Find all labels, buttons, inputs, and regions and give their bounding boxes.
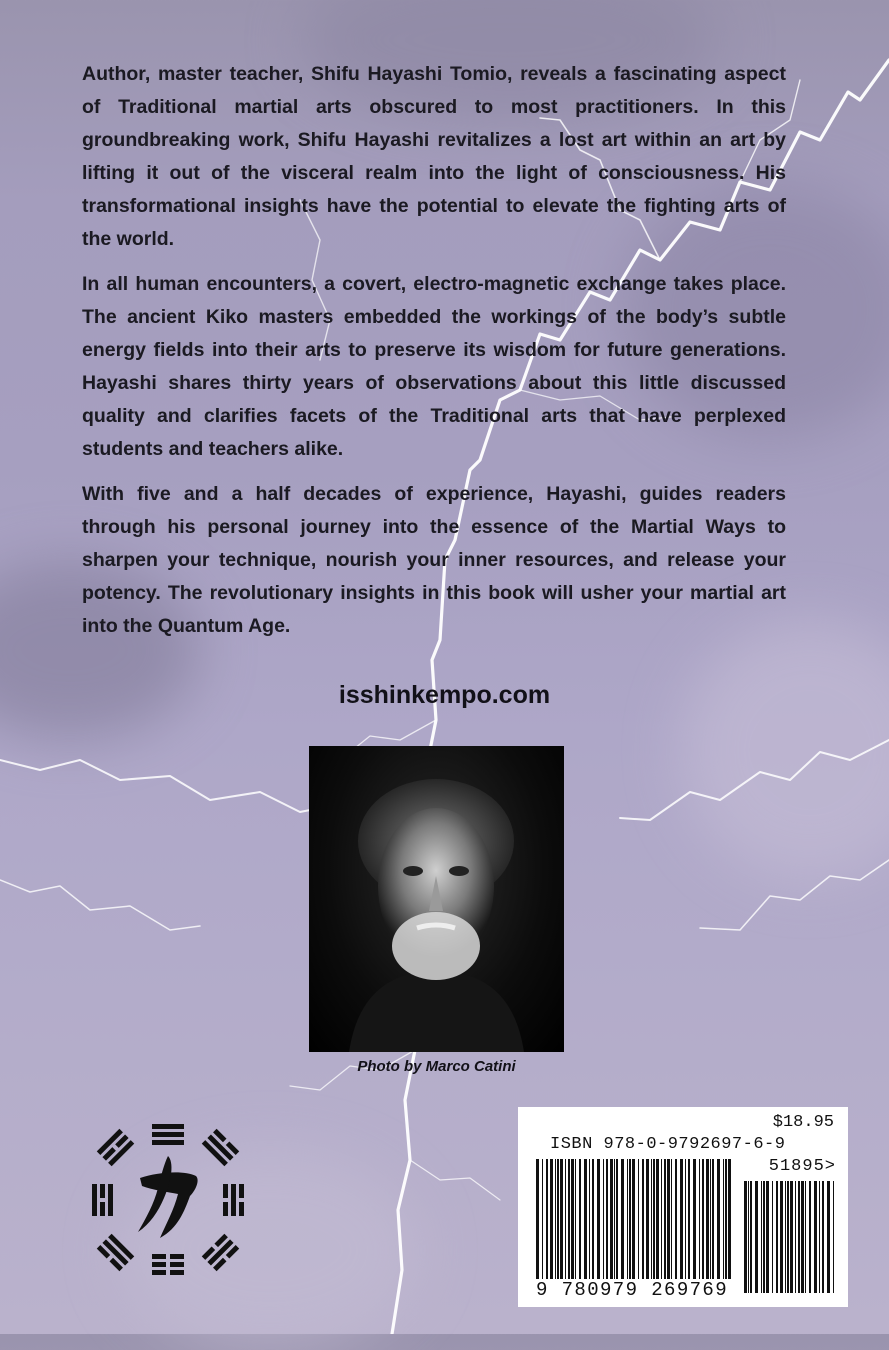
barcode-bar <box>787 1181 789 1293</box>
barcode-bar <box>589 1159 590 1279</box>
barcode-bar <box>805 1181 806 1293</box>
blurb-paragraph-1: Author, master teacher, Shifu Hayashi Tomio, reveals a fascinating aspect of Traditional martial arts obscured to most practitioners. In this groundbreaking work, Shifu Hayashi revitalizes a lost art within an art by lifting it out of the visceral realm into the light of consciousness. His transformational insights have the potential to elevate the fighting arts of the world. <box>82 63 786 250</box>
barcode-bar <box>675 1159 677 1279</box>
barcode-bar <box>766 1181 769 1293</box>
barcode-bar <box>621 1159 624 1279</box>
barcode-bar <box>671 1159 672 1279</box>
barcode-bar <box>610 1159 613 1279</box>
barcode-bar <box>725 1159 727 1279</box>
barcode-bar <box>819 1181 820 1293</box>
barcode-bar <box>642 1159 644 1279</box>
isbn-label: ISBN 978-0-9792697-6-9 <box>550 1135 786 1154</box>
barcode-bar <box>661 1159 662 1279</box>
barcode-bar <box>616 1159 618 1279</box>
barcode-bar <box>653 1159 655 1279</box>
barcode-bar <box>717 1159 720 1279</box>
blurb-paragraph-3: With five and a half decades of experience, Hayashi, guides readers through his personal journey into the essence of the Martial Ways to sharpen your technique, nourish your inner resources, and release your potency. The revolutionary insights in this book will usher your martial art into the Quantum Age. <box>82 483 786 637</box>
website-url: isshinkempo.com <box>338 681 551 709</box>
barcode-bar <box>744 1181 747 1293</box>
barcode-bar <box>833 1181 834 1293</box>
barcode-bar <box>728 1159 731 1279</box>
barcode-bar <box>614 1159 615 1279</box>
barcode-bar <box>699 1159 700 1279</box>
barcode-bar <box>776 1181 778 1293</box>
barcode-bar <box>750 1181 752 1293</box>
ean-number: 9 780979 269769 <box>536 1279 729 1301</box>
barcode-bar <box>638 1159 639 1279</box>
barcode-bar <box>680 1159 683 1279</box>
barcode-bar <box>702 1159 704 1279</box>
barcode-bar <box>565 1159 566 1279</box>
barcode-bar <box>712 1159 714 1279</box>
barcode-bar <box>795 1181 796 1293</box>
barcode-bar <box>723 1159 724 1279</box>
barcode-bar <box>790 1181 793 1293</box>
blurb-paragraph-2: In all human encounters, a covert, electro-magnetic exchange takes place. The ancient Kiko masters embedded the workings of the body’s subtle energy fields into their arts to preserve its wisdom for future generations. Hayashi shares thirty years of observations about this little discussed quality and clarifies facets of the Traditional arts that have perplexed students and teachers alike. <box>82 273 786 460</box>
isbn-barcode-box <box>518 1107 848 1307</box>
barcode-bar <box>603 1159 604 1279</box>
barcode-bar <box>579 1159 581 1279</box>
barcode-bar <box>568 1159 570 1279</box>
barcode-bar <box>575 1159 576 1279</box>
barcode-bar <box>627 1159 628 1279</box>
barcode-bar <box>688 1159 690 1279</box>
barcode-bar <box>584 1159 587 1279</box>
publisher-emblem <box>88 1120 248 1280</box>
author-portrait-icon <box>309 746 564 1052</box>
barcode-bar <box>785 1181 786 1293</box>
barcode-bar <box>592 1159 594 1279</box>
barcode-bar <box>629 1159 631 1279</box>
barcode-bar <box>685 1159 686 1279</box>
barcode-bar <box>706 1159 709 1279</box>
bagua-trigram-emblem-icon <box>88 1120 248 1280</box>
barcode-bar <box>710 1159 711 1279</box>
barcode-bar <box>632 1159 635 1279</box>
barcode-bar <box>761 1181 762 1293</box>
barcode-bar <box>536 1159 539 1279</box>
cloud-highlight <box>680 620 889 880</box>
barcode-bar <box>646 1159 649 1279</box>
barcode-bar <box>550 1159 553 1279</box>
barcode-bar <box>542 1159 543 1279</box>
barcode-bar <box>606 1159 608 1279</box>
barcode-bar <box>597 1159 600 1279</box>
barcode-bars <box>518 1107 848 1307</box>
photo-credit: Photo by Marco Catini <box>357 1058 516 1075</box>
barcode-bar <box>809 1181 811 1293</box>
barcode-bar <box>555 1159 556 1279</box>
barcode-bar <box>664 1159 666 1279</box>
barcode-bar <box>560 1159 563 1279</box>
barcode-bar <box>557 1159 559 1279</box>
barcode-bar <box>763 1181 765 1293</box>
barcode-bar <box>814 1181 817 1293</box>
barcode-bar <box>656 1159 659 1279</box>
barcode-bar <box>801 1181 804 1293</box>
barcode-bar <box>755 1181 758 1293</box>
price-label: $18.95 <box>772 1113 834 1132</box>
barcode-bar <box>667 1159 670 1279</box>
barcode-bar <box>822 1181 824 1293</box>
barcode-bar <box>546 1159 548 1279</box>
barcode-bar <box>827 1181 830 1293</box>
barcode-bar <box>651 1159 652 1279</box>
author-photo <box>309 746 564 1052</box>
barcode-bar <box>772 1181 773 1293</box>
barcode-bar <box>798 1181 800 1293</box>
price-addon-label: 51895> <box>768 1157 836 1176</box>
barcode-bar <box>748 1181 749 1293</box>
barcode-bar <box>571 1159 574 1279</box>
barcode-bar <box>693 1159 696 1279</box>
barcode-bar <box>780 1181 783 1293</box>
back-cover-blurb <box>82 58 786 655</box>
